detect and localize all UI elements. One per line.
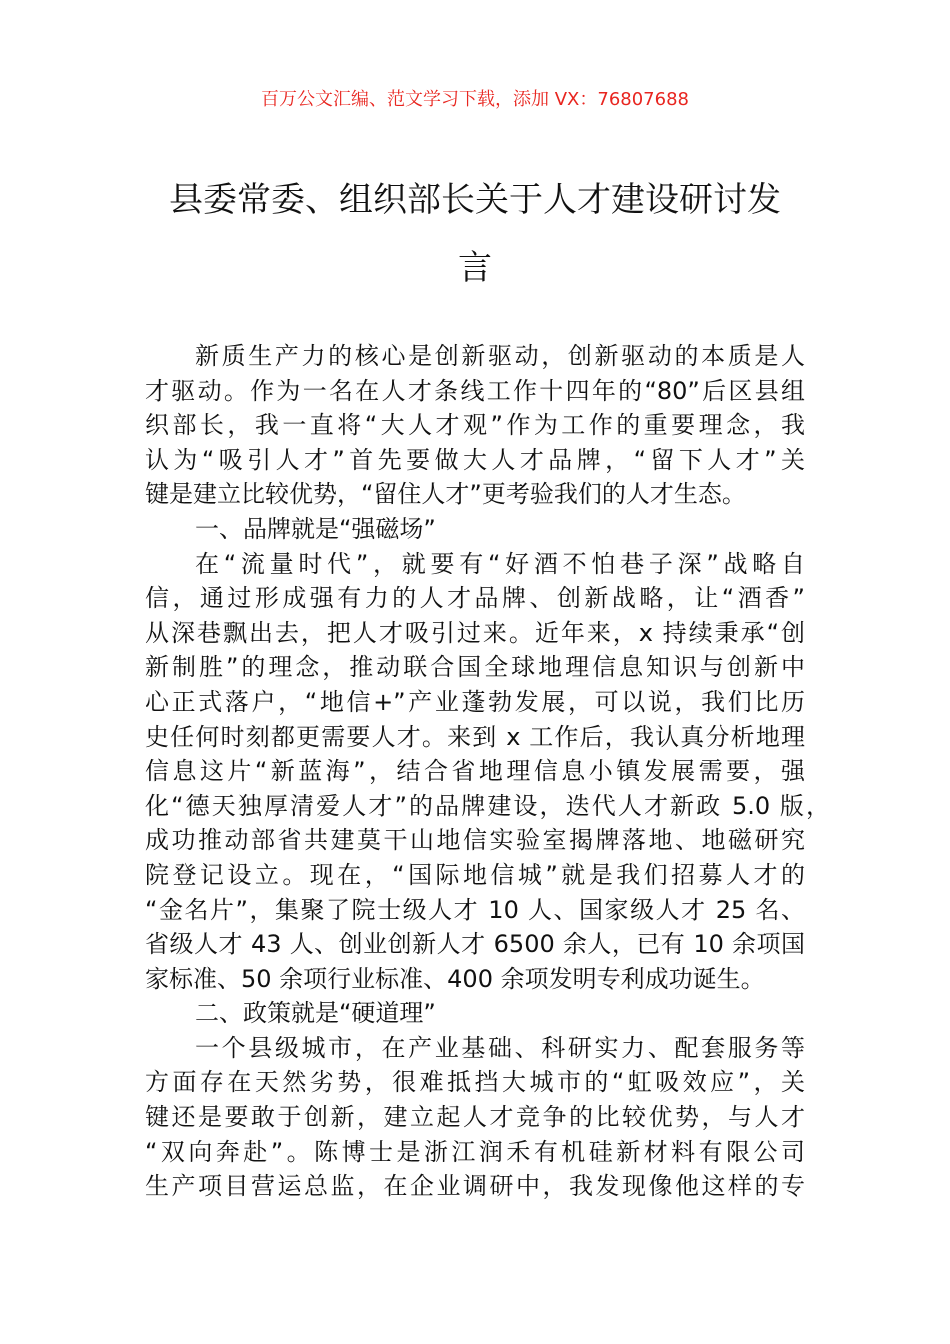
paragraph-line: 院登记设立。现在，“国际地信城”就是我们招募人才的 bbox=[145, 860, 805, 889]
paragraph-line: 在“流量时代”，就要有“好酒不怕巷子深”战略自 bbox=[195, 549, 805, 578]
section-heading: 一、品牌就是“强磁场” bbox=[195, 514, 436, 543]
document-title bbox=[150, 166, 800, 302]
paragraph-line: 信息这片“新蓝海”，结合省地理信息小镇发展需要，强 bbox=[145, 757, 805, 786]
paragraph-line: 方面存在天然劣势，很难抵挡大城市的“虹吸效应”，关 bbox=[145, 1068, 805, 1097]
section-heading: 二、政策就是“硬道理” bbox=[195, 999, 436, 1028]
paragraph-line: 家标准、50 余项行业标准、400 余项发明专利成功诞生。 bbox=[145, 964, 765, 993]
paragraph-line: 键是建立比较优势，“留住人才”更考验我们的人才生态。 bbox=[145, 480, 746, 509]
paragraph-line: 认为“吸引人才”首先要做大人才品牌，“留下人才”关 bbox=[145, 445, 805, 474]
paragraph-line: 织部长，我一直将“大人才观”作为工作的重要理念，我 bbox=[145, 411, 805, 440]
paragraph-line: “双向奔赴”。陈博士是浙江润禾有机硅新材料有限公司 bbox=[145, 1137, 805, 1166]
paragraph-line: 才驱动。作为一名在人才条线工作十四年的“80”后区县组 bbox=[145, 376, 805, 405]
paragraph-line: 史任何时刻都更需要人才。来到 x 工作后，我认真分析地理 bbox=[145, 722, 805, 751]
header-note: 百万公文汇编、范文学习下载，添加 VX：76807688 bbox=[261, 89, 689, 110]
paragraph-line: 从深巷飘出去，把人才吸引过来。近年来，x 持续秉承“创 bbox=[145, 618, 805, 647]
paragraph-line: “金名片”，集聚了院士级人才 10 人、国家级人才 25 名、 bbox=[145, 895, 805, 924]
paragraph-line: 化“德天独厚清爱人才”的品牌建设，迭代人才新政 5.0 版， bbox=[145, 791, 830, 820]
paragraph-line: 新制胜”的理念，推动联合国全球地理信息知识与创新中 bbox=[145, 653, 805, 682]
title-line: 言 bbox=[458, 248, 492, 288]
paragraph-line: 新质生产力的核心是创新驱动，创新驱动的本质是人 bbox=[195, 342, 805, 370]
paragraph-line: 一个县级城市，在产业基础、科研实力、配套服务等 bbox=[195, 1033, 805, 1062]
paragraph-line: 心正式落户，“地信+”产业蓬勃发展，可以说，我们比历 bbox=[145, 687, 805, 716]
paragraph-line: 信，通过形成强有力的人才品牌、创新战略，让“酒香” bbox=[145, 584, 805, 613]
paragraph-line: 省级人才 43 人、创业创新人才 6500 余人，已有 10 余项国 bbox=[145, 930, 805, 959]
title-line: 县委常委、组织部长关于人才建设研讨发 bbox=[169, 180, 781, 220]
paragraph-line: 键还是要敢于创新，建立起人才竞争的比较优势，与人才 bbox=[145, 1103, 805, 1132]
paragraph-line: 成功推动部省共建莫干山地信实验室揭牌落地、地磁研究 bbox=[145, 826, 805, 855]
document-body bbox=[145, 339, 830, 1204]
paragraph-line: 生产项目营运总监，在企业调研中，我发现像他这样的专 bbox=[145, 1172, 805, 1201]
